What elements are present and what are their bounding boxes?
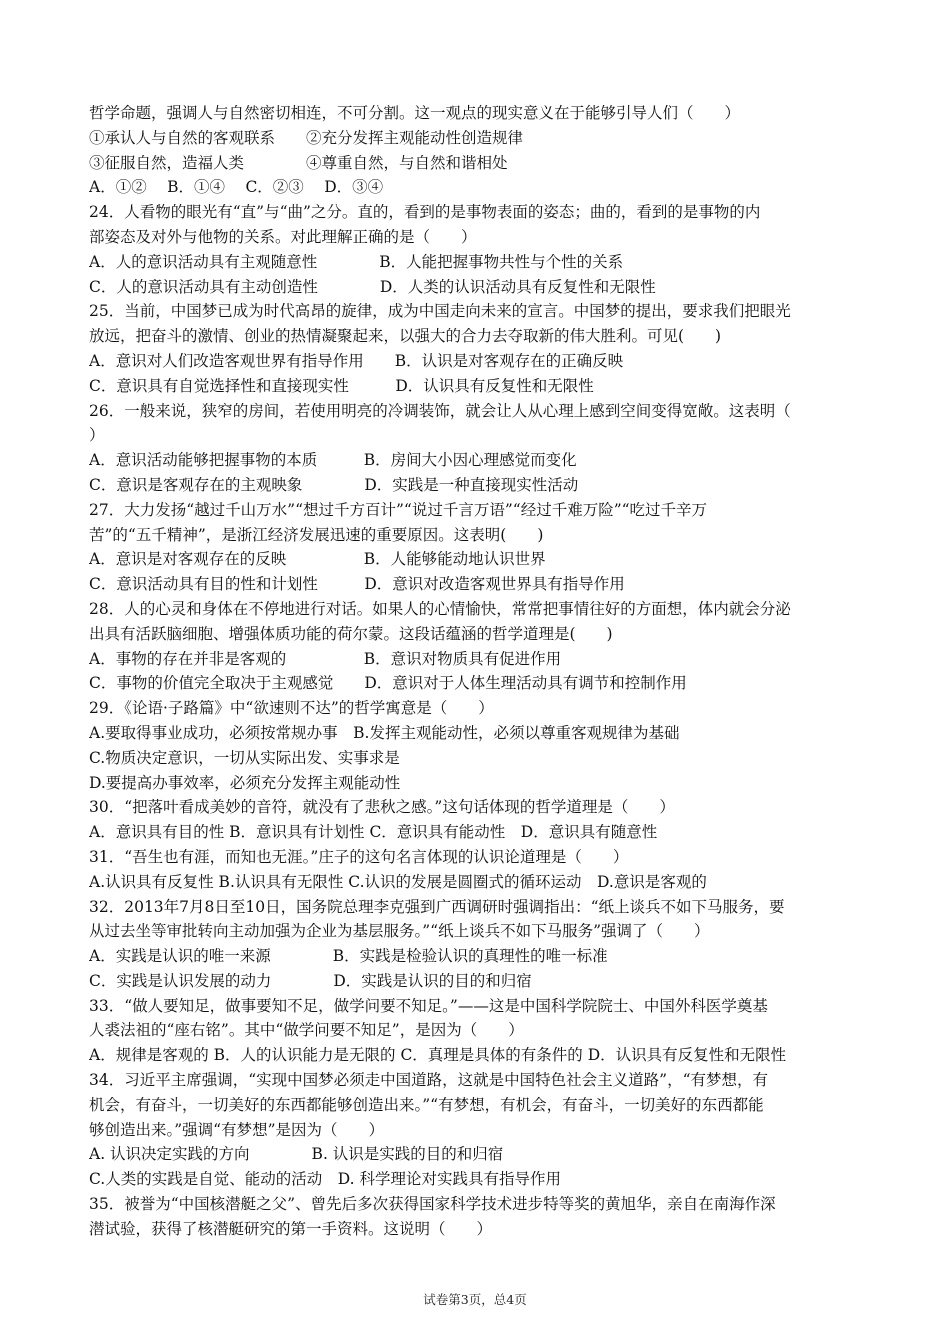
text-line: A．人的意识活动具有主观随意性 B．人能把握事物共性与个性的关系 bbox=[89, 252, 624, 271]
text-line: 放远，把奋斗的激情、创业的热情凝聚起来，以强大的合力去夺取新的伟大胜利。可见( ) bbox=[89, 327, 722, 346]
text-line: A．实践是认识的唯一来源 B．实践是检验认识的真理性的唯一标准 bbox=[89, 947, 608, 966]
text-line: A．意识具有目的性 B．意识具有计划性 C．意识具有能动性 D．意识具有随意性 bbox=[89, 823, 658, 842]
text-line: ③征服自然，造福人类 ④尊重自然，与自然和谐相处 bbox=[89, 153, 508, 172]
text-line: A．意识活动能够把握事物的本质 B．房间大小因心理感觉而变化 bbox=[89, 451, 577, 470]
text-line: 部姿态及对外与他物的关系。对此理解正确的是（ ） bbox=[89, 227, 477, 246]
text-line: 29．《论语·子路篇》中“欲速则不达”的哲学寓意是（ ） bbox=[89, 699, 494, 718]
text-line: 33．“做人要知足，做事要知不足，做学问要不知足。”——这是中国科学院院士、中国外科医学奠基 bbox=[89, 996, 768, 1015]
text-line: C．实践是认识发展的动力 D．实践是认识的目的和归宿 bbox=[89, 971, 532, 990]
text-line: C．意识活动具有目的性和计划性 D．意识对改造客观世界具有指导作用 bbox=[89, 575, 625, 594]
text-line: A. 认识决定实践的方向 B. 认识是实践的目的和归宿 bbox=[89, 1145, 504, 1164]
text-line: 够创造出来。”强调“有梦想”是因为（ ） bbox=[89, 1120, 385, 1139]
text-line: ） bbox=[89, 426, 105, 445]
text-line: A.认识具有反复性 B.认识具有无限性 C.认识的发展是圆圈式的循环运动 D.意识是客观的 bbox=[89, 872, 707, 891]
text-line: 27．大力发扬“越过千山万水”“想过千方百计”“说过千言万语”“经过千难万险”“吃过千辛万 bbox=[89, 500, 708, 519]
text-line: C．意识是客观存在的主观映象 D．实践是一种直接现实性活动 bbox=[89, 475, 579, 494]
text-line: ①承认人与自然的客观联系 ②充分发挥主观能动性创造规律 bbox=[89, 128, 524, 147]
text-line: 28．人的心灵和身体在不停地进行对话。如果人的心情愉快，常常把事情往好的方面想，体内就会分泌 bbox=[89, 599, 791, 618]
text-line: A．规律是客观的 B．人的认识能力是无限的 C．真理是具体的有条件的 D．认识具有反复性和无限性 bbox=[89, 1046, 787, 1065]
text-line: 30．“把落叶看成美妙的音符，就没有了悲秋之感。”这句话体现的哲学道理是（ ） bbox=[89, 798, 675, 817]
text-line: 31．“吾生也有涯，而知也无涯。”庄子的这句名言体现的认识论道理是（ ） bbox=[89, 847, 629, 866]
text-line: C．事物的价值完全取决于主观感觉 D．意识对于人体生理活动具有调节和控制作用 bbox=[89, 674, 687, 693]
text-line: 24．人看物的眼光有“直”与“曲”之分。直的，看到的是事物表面的姿态；曲的，看到的是事物的内 bbox=[89, 203, 761, 222]
exam-text-body bbox=[89, 101, 869, 1242]
text-line: 出具有活跃脑细胞、增强体质功能的荷尔蒙。这段话蕴涵的哲学道理是( ) bbox=[89, 624, 613, 643]
text-line: 26．一般来说，狭窄的房间，若使用明亮的冷调装饰，就会让人从心理上感到空间变得宽敞。这表明（ bbox=[89, 401, 791, 420]
text-line: C．人的意识活动具有主动创造性 D．人类的认识活动具有反复性和无限性 bbox=[89, 277, 656, 296]
text-line: 34．习近平主席强调，“实现中国梦必须走中国道路，这就是中国特色社会主义道路”，“有梦想，有 bbox=[89, 1071, 768, 1090]
text-line: 35．被誉为“中国核潜艇之父”、曾先后多次获得国家科学技术进步特等奖的黄旭华，亲自在南海作深 bbox=[89, 1195, 776, 1214]
text-line: C.人类的实践是自觉、能动的活动 D. 科学理论对实践具有指导作用 bbox=[89, 1170, 561, 1189]
text-line: C.物质决定意识，一切从实际出发、实事求是 bbox=[89, 748, 400, 767]
page-footer: 试卷第3页，总4页 bbox=[423, 1292, 527, 1307]
text-line: 苦”的“五千精神”，是浙江经济发展迅速的重要原因。这表明( ) bbox=[89, 525, 544, 544]
text-line: A．①② B．①④ C．②③ D．③④ bbox=[89, 178, 384, 197]
text-line: 从过去坐等审批转向主动加强为企业为基层服务。”“纸上谈兵不如下马服务”强调了（ ） bbox=[89, 922, 710, 941]
text-line: 潜试验，获得了核潜艇研究的第一手资料。这说明（ ） bbox=[89, 1219, 493, 1238]
text-line: A．事物的存在并非是客观的 B．意识对物质具有促进作用 bbox=[89, 649, 562, 668]
text-line: 哲学命题，强调人与自然密切相连，不可分割。这一观点的现实意义在于能够引导人们（ ） bbox=[89, 104, 741, 122]
text-line: 25．当前，中国梦已成为时代高昂的旋律，成为中国走向未来的宣言。中国梦的提出，要求我们把眼光 bbox=[89, 302, 791, 321]
text-line: D.要提高办事效率，必须充分发挥主观能动性 bbox=[89, 773, 401, 792]
text-line: C．意识具有自觉选择性和直接现实性 D．认识具有反复性和无限性 bbox=[89, 376, 594, 395]
text-line: A．意识是对客观存在的反映 B．人能够能动地认识世界 bbox=[89, 550, 546, 569]
text-line: A．意识对人们改造客观世界有指导作用 B．认识是对客观存在的正确反映 bbox=[89, 351, 624, 370]
text-line: 机会，有奋斗，一切美好的东西都能够创造出来。”“有梦想，有机会，有奋斗，一切美好的东西都能 bbox=[89, 1095, 764, 1114]
text-line: 32．2013年7月8日至10日，国务院总理李克强到广西调研时强调指出：“纸上谈兵不如下马服务，要 bbox=[89, 897, 785, 916]
text-line: A.要取得事业成功，必须按常规办事 B.发挥主观能动性，必须以尊重客观规律为基础 bbox=[89, 723, 680, 742]
text-line: 人裘法祖的“座右铭”。其中“做学问要不知足”，是因为（ ） bbox=[89, 1021, 524, 1040]
